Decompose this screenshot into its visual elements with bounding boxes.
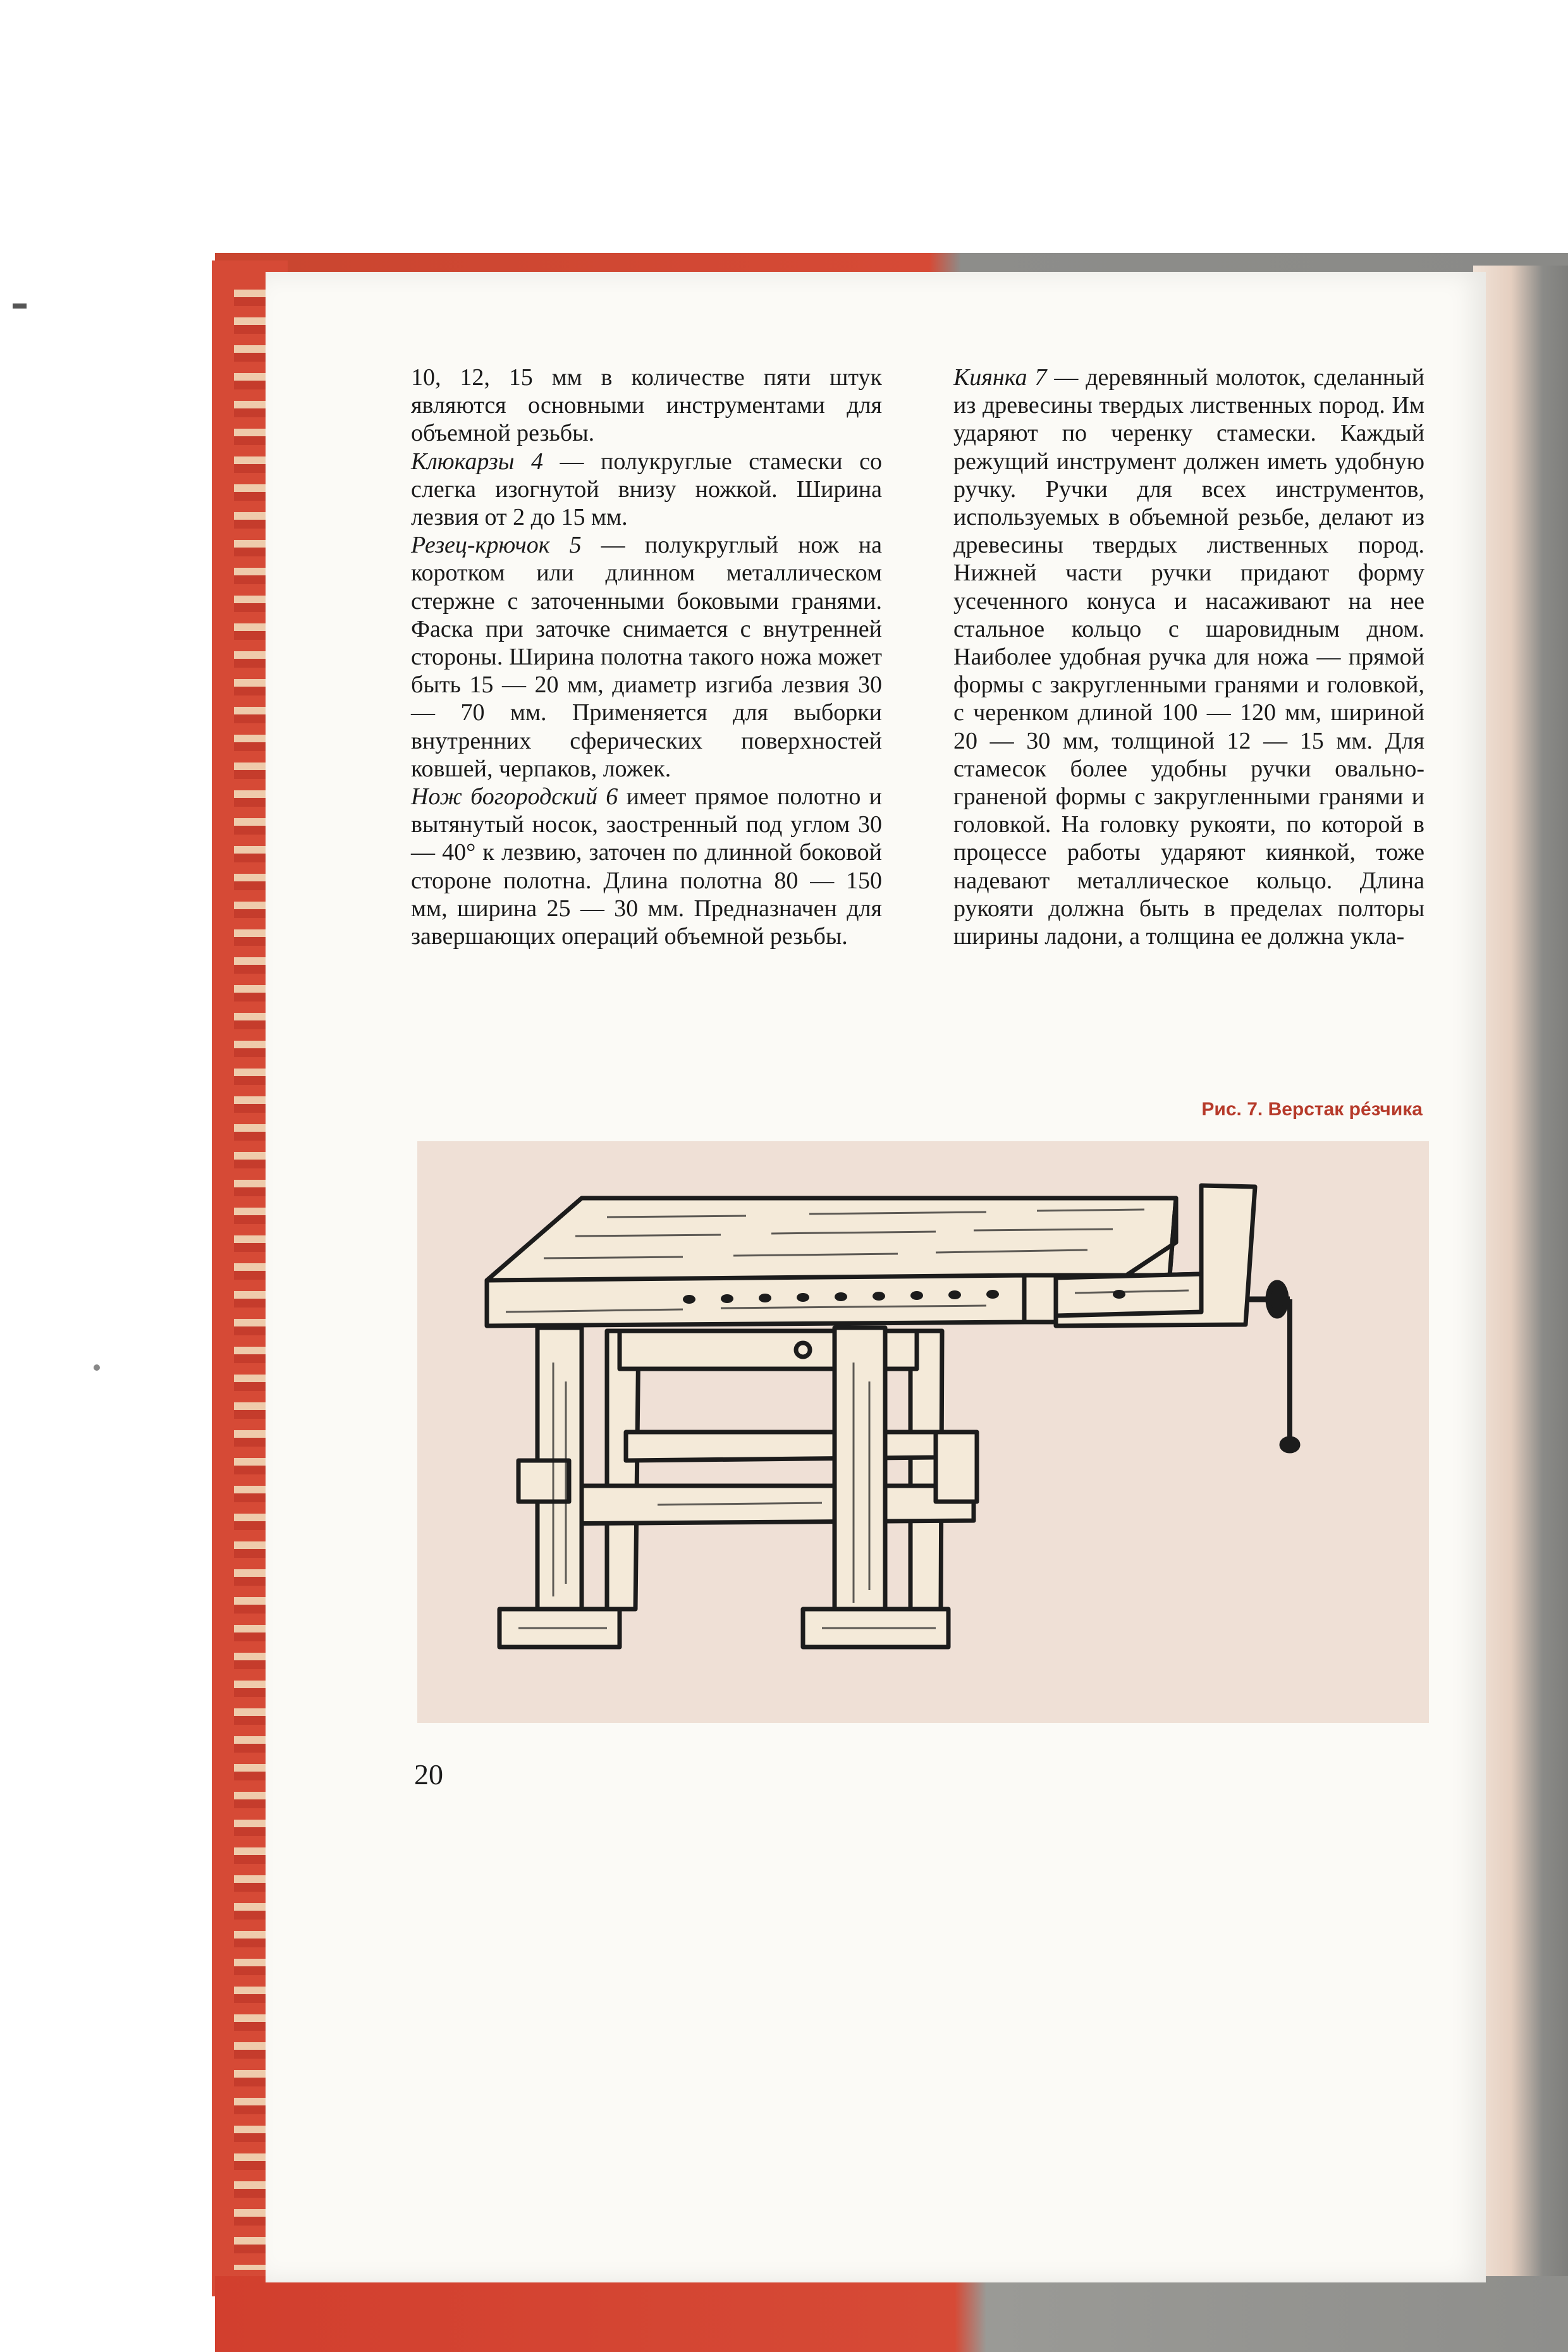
drawer-knob <box>796 1343 810 1357</box>
upper-stretcher <box>626 1432 936 1461</box>
figure-workbench <box>417 1141 1429 1723</box>
book-cover-right-edge <box>1473 266 1568 2295</box>
term-klyukarzy: Клюкарзы 4 <box>411 448 543 475</box>
stretcher <box>544 1486 974 1524</box>
paragraph-text: — полукруглый нож на коротком или длинном металлическом стержне с заточенными боковыми гранями. Фаска при заточке снимается с внутренней стороны. Ширина полотна такого ножа может быть 15 — 20 мм, диаметр изгиба лезвия 30 — 70 мм. Применяется для выборки внутренних сферических поверхностей ковшей, черпаков, ложек. <box>411 532 883 782</box>
paragraph-text: 10, 12, 15 мм в количестве пяти штук являются основными инструментами для объемной резьбы. <box>411 364 882 447</box>
workbench-illustration <box>417 1141 1429 1723</box>
figure-caption: Рис. 7. Верстак рéзчика <box>1201 1099 1423 1120</box>
term-nozh-bogorodskiy: Нож богородский 6 <box>411 783 618 811</box>
paragraph <box>411 364 882 448</box>
term-kiyanka: Киянка 7 <box>953 364 1047 391</box>
paragraph-text: имеет прямое полотно и вытянутый носок, заостренный под углом 30 — 40° к лезвию, заточен по длинной боковой стороне полотна. Длина полотна 80 — 150 мм, ширина 25 — 30 мм. Предназначен для завершающих операций объемной резьбы. <box>411 783 882 950</box>
paragraph <box>411 531 882 783</box>
paragraph-text: — деревянный молоток, сделанный из древесины твердых лиственных пород. Им ударяют по черенку стамески. Каждый режущий инструмент должен иметь удобную ручку. Ручки для всех инструментов, используемых в объемной резьбе, делают из древесины твердых лиственных пород. Нижней части ручки придают форму усеченного конуса и насаживают на нее стальное кольцо с шаровидным дном. Наиболее удобная ручка для ножа — прямой формы с закругленными гранями и головкой, с черенком длиной 100 — 120 мм, шириной 20 — 30 мм, толщиной 12 — 15 мм. Для стамесок более удобны ручки овально-граненой формы с закругленными гранями и головкой. На головку рукояти, по которой в процессе работы ударяют киянкой, тоже надевают металлическое кольцо. Длина рукояти должна быть в пределах полторы ширины ладони, а толщина ее должна укла- <box>953 364 1424 950</box>
wedge-right <box>936 1432 977 1502</box>
scan-artifact <box>94 1364 100 1371</box>
vise-jaw-front <box>1056 1274 1201 1316</box>
paragraph <box>411 448 882 532</box>
term-rezets-kryuchok: Резец-крючок 5 <box>411 532 582 559</box>
front-leg-right <box>835 1328 885 1622</box>
page-number: 20 <box>414 1758 443 1791</box>
book-cover-bottom-edge <box>215 2276 1568 2352</box>
vise-screw <box>1246 1283 1297 1450</box>
paragraph-text: — полукруглые стамески со слегка изогнутой внизу ножкой. Ширина лезвия от 2 до 15 мм. <box>411 448 882 531</box>
paragraph <box>411 783 882 950</box>
paragraph <box>953 364 1424 950</box>
text-column-left <box>411 364 882 950</box>
wedge-left <box>518 1461 569 1502</box>
scan-artifact <box>13 303 27 309</box>
text-column-right <box>953 364 1424 950</box>
back-leg-left <box>607 1331 639 1609</box>
workbench-top-front-edge <box>487 1275 1024 1326</box>
